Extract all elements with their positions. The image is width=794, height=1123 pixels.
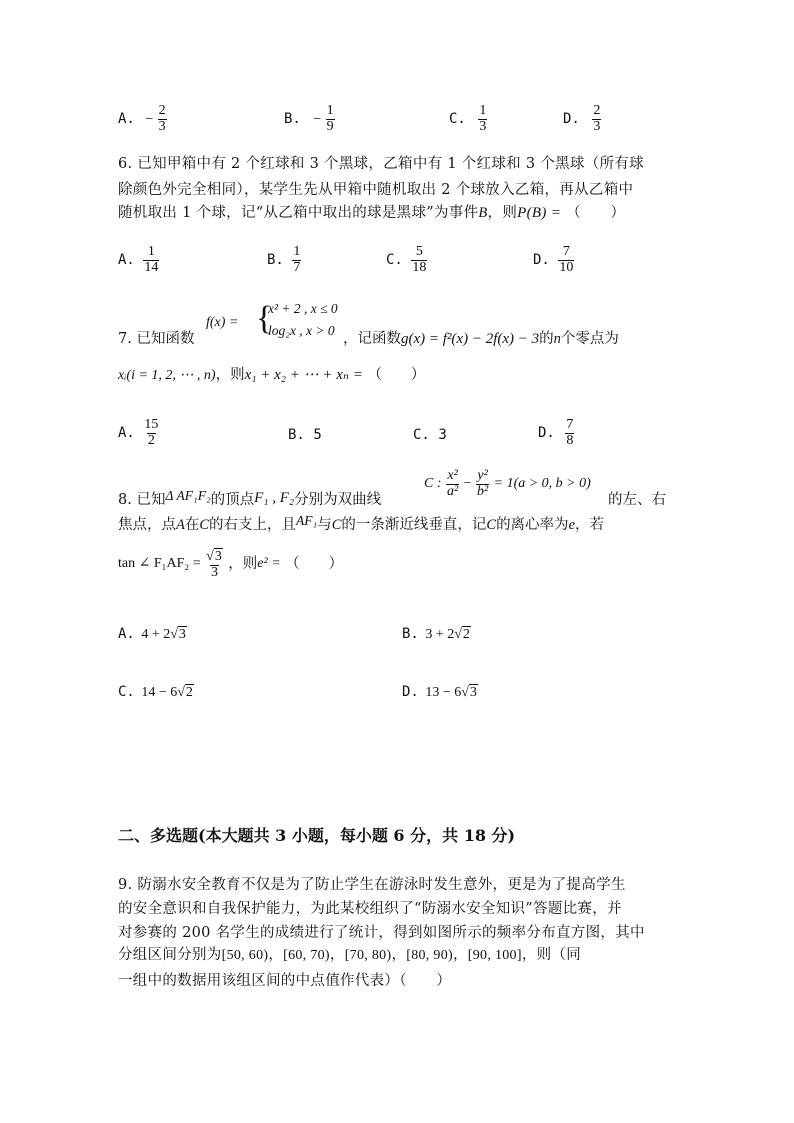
q7-prefix: 7. 已知函数 [118, 331, 195, 347]
radical-sign: √ [170, 627, 178, 642]
case-2: log₂x , x > 0 [268, 323, 335, 338]
fraction: $\frac{7}{10}$ [559, 244, 574, 275]
fraction: $\frac{1}{14}$ [144, 244, 159, 275]
curve-c: C [331, 517, 342, 533]
interval-2: [60, 70) [283, 948, 330, 963]
case-1: x² + 2 , x ≤ 0 [268, 301, 338, 316]
option-label: B. [284, 111, 301, 128]
sum-formula: x₁ + x₂ + ⋯ + xₙ = [244, 367, 363, 383]
e-squared: e² = [257, 556, 281, 572]
q7-option-c [413, 428, 447, 442]
g-definition: g(x) = f²(x) − 2f(x) − 3 [401, 331, 540, 347]
x-fraction: $\frac{\text{x²}}{\text{a²}}$ [446, 468, 459, 499]
option-label: B. [402, 626, 419, 642]
comma: ， [268, 947, 284, 963]
text: 的离心率为 [496, 517, 569, 533]
interval-1: [50, 60) [221, 948, 269, 963]
q7-line-1-rest [343, 332, 619, 347]
option-label: A. [118, 111, 135, 128]
q6-line-3 [118, 206, 625, 221]
q9-line-5: 一组中的数据用该组区间的中点值作代表）（ ） [118, 973, 452, 989]
q8-line-3 [118, 548, 343, 580]
q7-option-a [118, 418, 159, 448]
option-label: D. [538, 425, 555, 442]
f-definition: f(x) = [206, 315, 239, 330]
q8-option-a [118, 626, 187, 642]
fraction: $\frac{1}{9}$ [326, 103, 334, 134]
option-label: C. [413, 427, 430, 443]
q8-prefix: 8. 已知 [118, 492, 166, 508]
text: 与 [317, 517, 332, 533]
fraction: $\frac{7}{8}$ [566, 417, 574, 448]
q7-option-b [288, 428, 322, 442]
q6-option-d [533, 245, 574, 275]
hyperbola-text: 分别为双曲线 [294, 492, 382, 508]
zeros-formula: xᵢ(i = 1, 2, ⋯ , n) [118, 368, 216, 383]
text: 的一条渐近线垂直，记 [341, 517, 487, 533]
q8-line-1-suffix: 的左、右 [608, 492, 666, 508]
segment-af1: AF₁ [296, 513, 318, 528]
sign: − [145, 112, 154, 128]
curve-c: C [199, 517, 210, 533]
text: ，若 [575, 517, 604, 533]
probability-formula: P(B) = [517, 205, 562, 221]
q9-line-3: 对参赛的 200 名学生的成绩进行了统计，得到如图所示的频率分布直方图，其中 [118, 925, 645, 941]
y-fraction: $\frac{\text{y²}}{\text{b²}}$ [476, 468, 489, 499]
interval-3: [70, 80) [344, 948, 392, 963]
q5-option-d [563, 104, 601, 134]
option-value: 3 + 2√2 [425, 627, 470, 642]
foci: F₁ , F₂ [254, 490, 295, 506]
fraction: $\frac{15}{2}$ [144, 417, 159, 448]
hyperbola-equation [424, 469, 591, 499]
option-label: B. [288, 427, 305, 443]
point-a: A [176, 517, 185, 533]
triangle: Δ AF₁F₂ [165, 488, 211, 503]
interval-4: [80, 90) [406, 948, 453, 963]
fraction: $\frac{1}{7}$ [293, 244, 301, 275]
text: 在 [184, 517, 200, 533]
option-value: 5 [313, 427, 322, 443]
radical-sign: √ [206, 549, 214, 564]
option-label: D. [533, 252, 550, 269]
then-text: ，则 [487, 205, 518, 221]
option-value: 14 − 6√2 [141, 685, 193, 700]
option-value: 3 [438, 427, 447, 443]
q7-line-2 [118, 368, 425, 383]
option-label: C. [449, 111, 466, 128]
q6-option-c [386, 245, 427, 275]
event-b: B [478, 205, 488, 221]
q8-option-d [402, 684, 478, 700]
option-label: D. [563, 111, 580, 128]
comma: ， [452, 947, 468, 963]
radical-sign: √ [461, 685, 469, 700]
q6-line-2: 除颜色外完全相同），某学生先从甲箱中随机取出 2 个球放入乙箱，再从乙箱中 [118, 182, 634, 198]
q8-option-b [402, 626, 471, 642]
comma: ， [329, 947, 345, 963]
answer-paren: （ ） [566, 205, 626, 221]
option-label: B. [267, 252, 284, 269]
minus: − [463, 476, 472, 492]
answer-paren: （ ） [285, 555, 344, 572]
q5-option-a [118, 104, 167, 134]
radical-sign: √ [454, 627, 462, 642]
q9-line-1: 9. 防溺水安全教育不仅是为了防止学生在游泳时发生意外，更是为了提高学生 [118, 877, 626, 893]
n-variable: n [553, 331, 561, 347]
tan-expression: tan ∠ F₁AF₂ = [118, 556, 201, 572]
q8-line-2 [118, 513, 604, 533]
de-text: 的 [539, 331, 554, 347]
fraction: $\frac{2}{3}$ [593, 103, 601, 134]
text: 焦点，点 [118, 517, 176, 533]
sign: − [313, 112, 322, 128]
q7-mid: ，记函数 [343, 331, 401, 347]
q7-suffix: 个零点为 [560, 331, 619, 347]
text: 的右支上，且 [209, 517, 297, 533]
fraction: $\frac{1}{3}$ [479, 103, 487, 134]
interval-5: [90, 100] [467, 948, 522, 963]
q8-option-c [118, 684, 194, 700]
q6-option-a [118, 245, 159, 275]
then-text: ，则 [228, 555, 258, 572]
q5-option-b [284, 104, 335, 134]
option-value: 13 − 6√3 [425, 685, 477, 700]
radical-sign: √ [177, 685, 185, 700]
q5-option-c [449, 104, 487, 134]
q8-line-1 [118, 485, 382, 508]
fraction: $\frac{2}{3}$ [158, 103, 166, 134]
option-label: C. [118, 684, 135, 700]
left-brace: { [256, 300, 273, 337]
option-value: 4 + 2√3 [141, 627, 186, 642]
section-heading: 二、多选题(本大题共 3 小题，每小题 6 分，共 18 分) [118, 826, 516, 845]
fraction: $\frac{5}{18}$ [412, 244, 427, 275]
text: ，则（同 [521, 947, 582, 963]
option-label: A. [118, 252, 135, 269]
answer-paren: （ ） [367, 367, 426, 383]
eccentricity: e [568, 517, 575, 533]
q9-line-4 [118, 948, 581, 963]
option-label: D. [402, 684, 419, 700]
q7-line-1 [118, 302, 195, 347]
hyperbola-rest: = 1(a > 0, b > 0) [493, 476, 591, 492]
q6-stem-text: 随机取出 1 个球，记“从乙箱中取出的球是黑球”为事件 [118, 205, 479, 221]
option-label: A. [118, 425, 135, 442]
comma: ， [391, 947, 407, 963]
option-label: A. [118, 626, 135, 642]
then-text: ，则 [215, 367, 245, 383]
curve-label: C : [424, 476, 442, 492]
q9-line-2: 的安全意识和自我保护能力，为此某校组织了“防溺水安全知识”答题比赛，并 [118, 901, 622, 917]
vertex-text: 的顶点 [210, 492, 255, 508]
q6-option-b [267, 245, 301, 275]
option-label: C. [386, 252, 403, 269]
tan-value: $\frac{√3}{3}$ [206, 549, 222, 580]
curve-c: C [486, 517, 497, 533]
text: 分组区间分别为 [118, 947, 222, 963]
q7-option-d [538, 418, 574, 448]
q6-line-1: 6. 已知甲箱中有 2 个红球和 3 个黑球，乙箱中有 1 个红球和 3 个黑球（所有球 [118, 156, 644, 172]
